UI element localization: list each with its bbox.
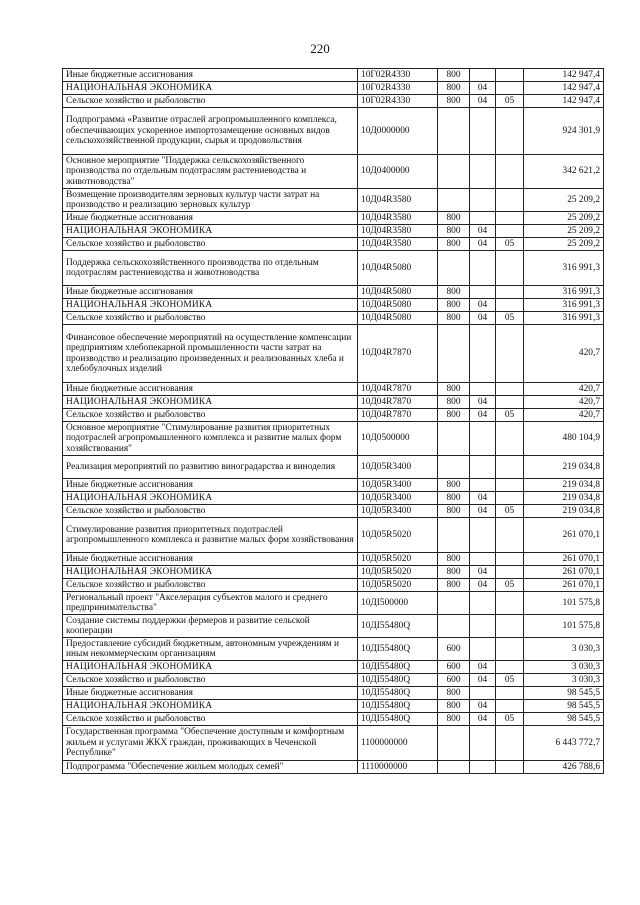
row-name-cell: Иные бюджетные ассигнования xyxy=(63,286,358,299)
row-vr-cell xyxy=(438,325,470,383)
row-code-cell: 10ДI55480Q xyxy=(358,674,438,687)
row-rz-cell xyxy=(470,638,496,661)
table-row xyxy=(63,505,604,518)
row-amount-cell: 426 788,6 xyxy=(524,761,604,774)
row-vr-cell: 800 xyxy=(438,566,470,579)
row-code-cell: 10ДI55480Q xyxy=(358,687,438,700)
table-row xyxy=(63,251,604,286)
row-vr-cell: 600 xyxy=(438,674,470,687)
row-amount-cell: 98 545,5 xyxy=(524,713,604,726)
row-rz-cell: 04 xyxy=(470,95,496,108)
row-name-cell: Создание системы поддержки фермеров и развитие сельской кооперации xyxy=(63,615,358,638)
row-amount-cell: 142 947,4 xyxy=(524,95,604,108)
row-rz-cell xyxy=(470,592,496,615)
row-name-cell: Иные бюджетные ассигнования xyxy=(63,69,358,82)
row-name-cell: Стимулирование развития приоритетных подотраслей агропромышленного комплекса и развитие малых форм хозяйствования xyxy=(63,518,358,553)
row-rz-cell: 04 xyxy=(470,700,496,713)
row-vr-cell: 800 xyxy=(438,553,470,566)
row-name-cell: Иные бюджетные ассигнования xyxy=(63,687,358,700)
row-pr-cell xyxy=(496,615,524,638)
row-rz-cell: 04 xyxy=(470,409,496,422)
row-name-cell: Иные бюджетные ассигнования xyxy=(63,553,358,566)
row-rz-cell xyxy=(470,212,496,225)
row-vr-cell xyxy=(438,251,470,286)
row-amount-cell: 98 545,5 xyxy=(524,687,604,700)
row-pr-cell xyxy=(496,299,524,312)
row-amount-cell: 142 947,4 xyxy=(524,82,604,95)
row-name-cell: Подпрограмма "Обеспечение жильем молодых семей" xyxy=(63,761,358,774)
row-code-cell: 10Д05R5020 xyxy=(358,518,438,553)
row-pr-cell: 05 xyxy=(496,674,524,687)
row-amount-cell: 3 030,3 xyxy=(524,638,604,661)
row-rz-cell: 04 xyxy=(470,238,496,251)
row-amount-cell: 261 070,1 xyxy=(524,518,604,553)
row-pr-cell xyxy=(496,225,524,238)
row-name-cell: НАЦИОНАЛЬНАЯ ЭКОНОМИКА xyxy=(63,396,358,409)
row-amount-cell: 261 070,1 xyxy=(524,566,604,579)
row-pr-cell xyxy=(496,638,524,661)
row-amount-cell: 25 209,2 xyxy=(524,212,604,225)
table-row xyxy=(63,456,604,479)
row-code-cell: 10Д05R3400 xyxy=(358,505,438,518)
row-amount-cell: 3 030,3 xyxy=(524,674,604,687)
row-name-cell: Основное мероприятие "Стимулирование развития приоритетных подотраслей агропромышленного комплекса и развитие малых форм хозяйствования" xyxy=(63,422,358,456)
table-row xyxy=(63,238,604,251)
row-pr-cell xyxy=(496,108,524,155)
row-name-cell: НАЦИОНАЛЬНАЯ ЭКОНОМИКА xyxy=(63,566,358,579)
row-amount-cell: 420,7 xyxy=(524,325,604,383)
row-vr-cell xyxy=(438,518,470,553)
table-row xyxy=(63,638,604,661)
row-vr-cell: 800 xyxy=(438,479,470,492)
row-amount-cell: 316 991,3 xyxy=(524,251,604,286)
row-vr-cell xyxy=(438,592,470,615)
row-name-cell: Иные бюджетные ассигнования xyxy=(63,383,358,396)
row-code-cell: 10Д0500000 xyxy=(358,422,438,456)
row-code-cell: 10ДI55480Q xyxy=(358,700,438,713)
row-name-cell: Сельское хозяйство и рыболовство xyxy=(63,505,358,518)
table-row xyxy=(63,396,604,409)
row-rz-cell: 04 xyxy=(470,579,496,592)
row-rz-cell xyxy=(470,456,496,479)
row-vr-cell: 800 xyxy=(438,409,470,422)
row-pr-cell xyxy=(496,566,524,579)
row-rz-cell xyxy=(470,383,496,396)
row-vr-cell: 600 xyxy=(438,661,470,674)
row-vr-cell: 600 xyxy=(438,638,470,661)
row-amount-cell: 219 034,8 xyxy=(524,505,604,518)
row-rz-cell xyxy=(470,422,496,456)
row-amount-cell: 25 209,2 xyxy=(524,189,604,212)
row-pr-cell xyxy=(496,456,524,479)
row-code-cell: 10Д04R3580 xyxy=(358,225,438,238)
row-amount-cell: 219 034,8 xyxy=(524,479,604,492)
table-row xyxy=(63,108,604,155)
row-code-cell: 10Д05R3400 xyxy=(358,479,438,492)
row-rz-cell: 04 xyxy=(470,225,496,238)
row-code-cell: 10ДI500000 xyxy=(358,592,438,615)
row-name-cell: Сельское хозяйство и рыболовство xyxy=(63,713,358,726)
row-pr-cell xyxy=(496,761,524,774)
table-row xyxy=(63,82,604,95)
row-amount-cell: 101 575,8 xyxy=(524,592,604,615)
row-rz-cell: 04 xyxy=(470,661,496,674)
row-rz-cell xyxy=(470,518,496,553)
row-rz-cell xyxy=(470,553,496,566)
table-row xyxy=(63,409,604,422)
table-row xyxy=(63,492,604,505)
row-rz-cell: 04 xyxy=(470,505,496,518)
row-code-cell: 10Д04R5080 xyxy=(358,299,438,312)
table-row xyxy=(63,661,604,674)
row-rz-cell xyxy=(470,687,496,700)
row-amount-cell: 219 034,8 xyxy=(524,492,604,505)
table-row xyxy=(63,286,604,299)
row-vr-cell: 800 xyxy=(438,312,470,325)
table-row xyxy=(63,479,604,492)
row-amount-cell: 25 209,2 xyxy=(524,225,604,238)
row-code-cell: 10Д05R3400 xyxy=(358,492,438,505)
table-row xyxy=(63,312,604,325)
row-name-cell: Сельское хозяйство и рыболовство xyxy=(63,238,358,251)
table-row xyxy=(63,69,604,82)
row-vr-cell: 800 xyxy=(438,492,470,505)
page-number: 220 xyxy=(310,41,330,56)
row-rz-cell xyxy=(470,615,496,638)
table-row xyxy=(63,299,604,312)
row-vr-cell: 800 xyxy=(438,505,470,518)
row-pr-cell: 05 xyxy=(496,95,524,108)
row-amount-cell: 316 991,3 xyxy=(524,299,604,312)
row-amount-cell: 6 443 772,7 xyxy=(524,726,604,761)
row-name-cell: НАЦИОНАЛЬНАЯ ЭКОНОМИКА xyxy=(63,299,358,312)
row-code-cell: 10Д0400000 xyxy=(358,155,438,189)
row-pr-cell xyxy=(496,479,524,492)
table-row xyxy=(63,579,604,592)
row-pr-cell: 05 xyxy=(496,409,524,422)
row-code-cell: 10Д04R7870 xyxy=(358,396,438,409)
table-row xyxy=(63,592,604,615)
table-row xyxy=(63,155,604,189)
row-rz-cell: 04 xyxy=(470,396,496,409)
row-name-cell: Региональный проект "Акселерация субъектов малого и среднего предпринимательства" xyxy=(63,592,358,615)
row-rz-cell xyxy=(470,155,496,189)
row-code-cell: 10ДI55480Q xyxy=(358,615,438,638)
row-amount-cell: 924 301,9 xyxy=(524,108,604,155)
row-code-cell: 10ДI55480Q xyxy=(358,661,438,674)
row-rz-cell xyxy=(470,251,496,286)
table-row xyxy=(63,713,604,726)
row-vr-cell: 800 xyxy=(438,95,470,108)
table-row xyxy=(63,325,604,383)
row-vr-cell xyxy=(438,189,470,212)
row-rz-cell: 04 xyxy=(470,492,496,505)
row-vr-cell: 800 xyxy=(438,713,470,726)
row-amount-cell: 420,7 xyxy=(524,383,604,396)
row-amount-cell: 98 545,5 xyxy=(524,700,604,713)
row-vr-cell: 800 xyxy=(438,69,470,82)
table-row xyxy=(63,566,604,579)
row-vr-cell: 800 xyxy=(438,687,470,700)
row-rz-cell: 04 xyxy=(470,82,496,95)
row-pr-cell xyxy=(496,189,524,212)
table-row xyxy=(63,212,604,225)
row-vr-cell: 800 xyxy=(438,212,470,225)
row-pr-cell xyxy=(496,69,524,82)
row-code-cell: 10Г02R4330 xyxy=(358,69,438,82)
row-amount-cell: 316 991,3 xyxy=(524,312,604,325)
table-row xyxy=(63,95,604,108)
row-name-cell: Иные бюджетные ассигнования xyxy=(63,212,358,225)
row-vr-cell: 800 xyxy=(438,396,470,409)
row-pr-cell xyxy=(496,82,524,95)
row-vr-cell xyxy=(438,761,470,774)
row-code-cell: 1100000000 xyxy=(358,726,438,761)
table-row xyxy=(63,383,604,396)
row-code-cell: 10Д05R5020 xyxy=(358,579,438,592)
row-vr-cell xyxy=(438,456,470,479)
row-name-cell: Сельское хозяйство и рыболовство xyxy=(63,312,358,325)
row-code-cell: 10ДI55480Q xyxy=(358,638,438,661)
row-pr-cell: 05 xyxy=(496,238,524,251)
row-pr-cell xyxy=(496,155,524,189)
row-amount-cell: 101 575,8 xyxy=(524,615,604,638)
row-pr-cell xyxy=(496,396,524,409)
row-pr-cell xyxy=(496,492,524,505)
row-name-cell: НАЦИОНАЛЬНАЯ ЭКОНОМИКА xyxy=(63,700,358,713)
row-name-cell: Реализация мероприятий по развитию виноградарства и виноделия xyxy=(63,456,358,479)
row-amount-cell: 219 034,8 xyxy=(524,456,604,479)
table-row xyxy=(63,225,604,238)
row-rz-cell xyxy=(470,761,496,774)
row-amount-cell: 480 104,9 xyxy=(524,422,604,456)
row-name-cell: Сельское хозяйство и рыболовство xyxy=(63,409,358,422)
row-vr-cell: 800 xyxy=(438,579,470,592)
row-pr-cell xyxy=(496,726,524,761)
row-rz-cell xyxy=(470,286,496,299)
row-code-cell: 10Д04R3580 xyxy=(358,189,438,212)
row-code-cell: 10Д04R5080 xyxy=(358,251,438,286)
row-rz-cell: 04 xyxy=(470,674,496,687)
row-name-cell: Государственная программа "Обеспечение доступным и комфортным жильем и услугами ЖКХ граждан, проживающих в Чеченской Республике" xyxy=(63,726,358,761)
row-amount-cell: 316 991,3 xyxy=(524,286,604,299)
row-pr-cell: 05 xyxy=(496,579,524,592)
row-amount-cell: 142 947,4 xyxy=(524,69,604,82)
row-pr-cell xyxy=(496,592,524,615)
row-amount-cell: 342 621,2 xyxy=(524,155,604,189)
table-row xyxy=(63,518,604,553)
row-rz-cell xyxy=(470,726,496,761)
row-name-cell: Поддержка сельскохозяйственного производства по отдельным подотраслям растениеводства и животноводства xyxy=(63,251,358,286)
table-row xyxy=(63,553,604,566)
row-rz-cell: 04 xyxy=(470,299,496,312)
row-code-cell: 1110000000 xyxy=(358,761,438,774)
row-code-cell: 10Д04R3580 xyxy=(358,238,438,251)
row-pr-cell xyxy=(496,700,524,713)
row-name-cell: Возмещение производителям зерновых культур части затрат на производство и реализацию зерновых культур xyxy=(63,189,358,212)
row-code-cell: 10Д04R7870 xyxy=(358,409,438,422)
row-rz-cell xyxy=(470,69,496,82)
table-row xyxy=(63,615,604,638)
row-pr-cell xyxy=(496,286,524,299)
row-name-cell: НАЦИОНАЛЬНАЯ ЭКОНОМИКА xyxy=(63,82,358,95)
row-vr-cell xyxy=(438,155,470,189)
row-pr-cell xyxy=(496,212,524,225)
row-pr-cell xyxy=(496,518,524,553)
row-code-cell: 10Д04R5080 xyxy=(358,286,438,299)
table-row xyxy=(63,726,604,761)
row-pr-cell xyxy=(496,661,524,674)
row-vr-cell xyxy=(438,726,470,761)
row-amount-cell: 420,7 xyxy=(524,396,604,409)
row-vr-cell: 800 xyxy=(438,238,470,251)
row-amount-cell: 261 070,1 xyxy=(524,553,604,566)
row-name-cell: Подпрограмма «Развитие отраслей агропромышленного комплекса, обеспечивающих ускоренное импортозамещение основных видов сельскохозяйственной продукции, сырья и продовольствия xyxy=(63,108,358,155)
row-code-cell: 10Д0000000 xyxy=(358,108,438,155)
row-vr-cell xyxy=(438,422,470,456)
row-vr-cell xyxy=(438,615,470,638)
budget-table-body xyxy=(63,69,604,774)
row-code-cell: 10Д05R5020 xyxy=(358,566,438,579)
row-name-cell: Сельское хозяйство и рыболовство xyxy=(63,579,358,592)
row-amount-cell: 420,7 xyxy=(524,409,604,422)
row-pr-cell: 05 xyxy=(496,505,524,518)
row-name-cell: Предоставление субсидий бюджетным, автономным учреждениям и иным некоммерческим организациям xyxy=(63,638,358,661)
row-pr-cell xyxy=(496,553,524,566)
row-rz-cell xyxy=(470,108,496,155)
row-code-cell: 10Д04R3580 xyxy=(358,212,438,225)
row-pr-cell: 05 xyxy=(496,312,524,325)
row-vr-cell: 800 xyxy=(438,700,470,713)
row-code-cell: 10Д05R5020 xyxy=(358,553,438,566)
row-amount-cell: 261 070,1 xyxy=(524,579,604,592)
row-name-cell: Сельское хозяйство и рыболовство xyxy=(63,95,358,108)
row-name-cell: Финансовое обеспечение мероприятий на осуществление компенсации предприятиям хлебопекарной промышленности части затрат на производство и реализацию произведенных и реализованных хлеба и хлебобулочных изделий xyxy=(63,325,358,383)
row-vr-cell: 800 xyxy=(438,299,470,312)
row-vr-cell: 800 xyxy=(438,225,470,238)
row-code-cell: 10Д04R5080 xyxy=(358,312,438,325)
row-pr-cell xyxy=(496,325,524,383)
row-rz-cell xyxy=(470,189,496,212)
row-code-cell: 10Г02R4330 xyxy=(358,95,438,108)
row-rz-cell: 04 xyxy=(470,312,496,325)
row-vr-cell: 800 xyxy=(438,286,470,299)
row-amount-cell: 3 030,3 xyxy=(524,661,604,674)
table-row xyxy=(63,761,604,774)
row-name-cell: Сельское хозяйство и рыболовство xyxy=(63,674,358,687)
row-pr-cell: 05 xyxy=(496,713,524,726)
table-row xyxy=(63,422,604,456)
row-code-cell: 10Д05R3400 xyxy=(358,456,438,479)
row-vr-cell: 800 xyxy=(438,82,470,95)
row-pr-cell xyxy=(496,422,524,456)
row-name-cell: НАЦИОНАЛЬНАЯ ЭКОНОМИКА xyxy=(63,661,358,674)
row-rz-cell xyxy=(470,479,496,492)
row-code-cell: 10Г02R4330 xyxy=(358,82,438,95)
row-name-cell: НАЦИОНАЛЬНАЯ ЭКОНОМИКА xyxy=(63,492,358,505)
row-code-cell: 10Д04R7870 xyxy=(358,383,438,396)
row-vr-cell: 800 xyxy=(438,383,470,396)
row-code-cell: 10ДI55480Q xyxy=(358,713,438,726)
row-name-cell: Основное мероприятие "Поддержка сельскохозяйственного производства по отдельным подотраслям растениеводства и животноводства" xyxy=(63,155,358,189)
row-code-cell: 10Д04R7870 xyxy=(358,325,438,383)
row-pr-cell xyxy=(496,687,524,700)
row-rz-cell: 04 xyxy=(470,566,496,579)
row-pr-cell xyxy=(496,251,524,286)
table-row xyxy=(63,687,604,700)
budget-table xyxy=(62,68,604,774)
row-name-cell: НАЦИОНАЛЬНАЯ ЭКОНОМИКА xyxy=(63,225,358,238)
table-row xyxy=(63,189,604,212)
row-rz-cell xyxy=(470,325,496,383)
row-name-cell: Иные бюджетные ассигнования xyxy=(63,479,358,492)
row-rz-cell: 04 xyxy=(470,713,496,726)
row-vr-cell xyxy=(438,108,470,155)
table-row xyxy=(63,674,604,687)
table-row xyxy=(63,700,604,713)
row-amount-cell: 25 209,2 xyxy=(524,238,604,251)
row-pr-cell xyxy=(496,383,524,396)
